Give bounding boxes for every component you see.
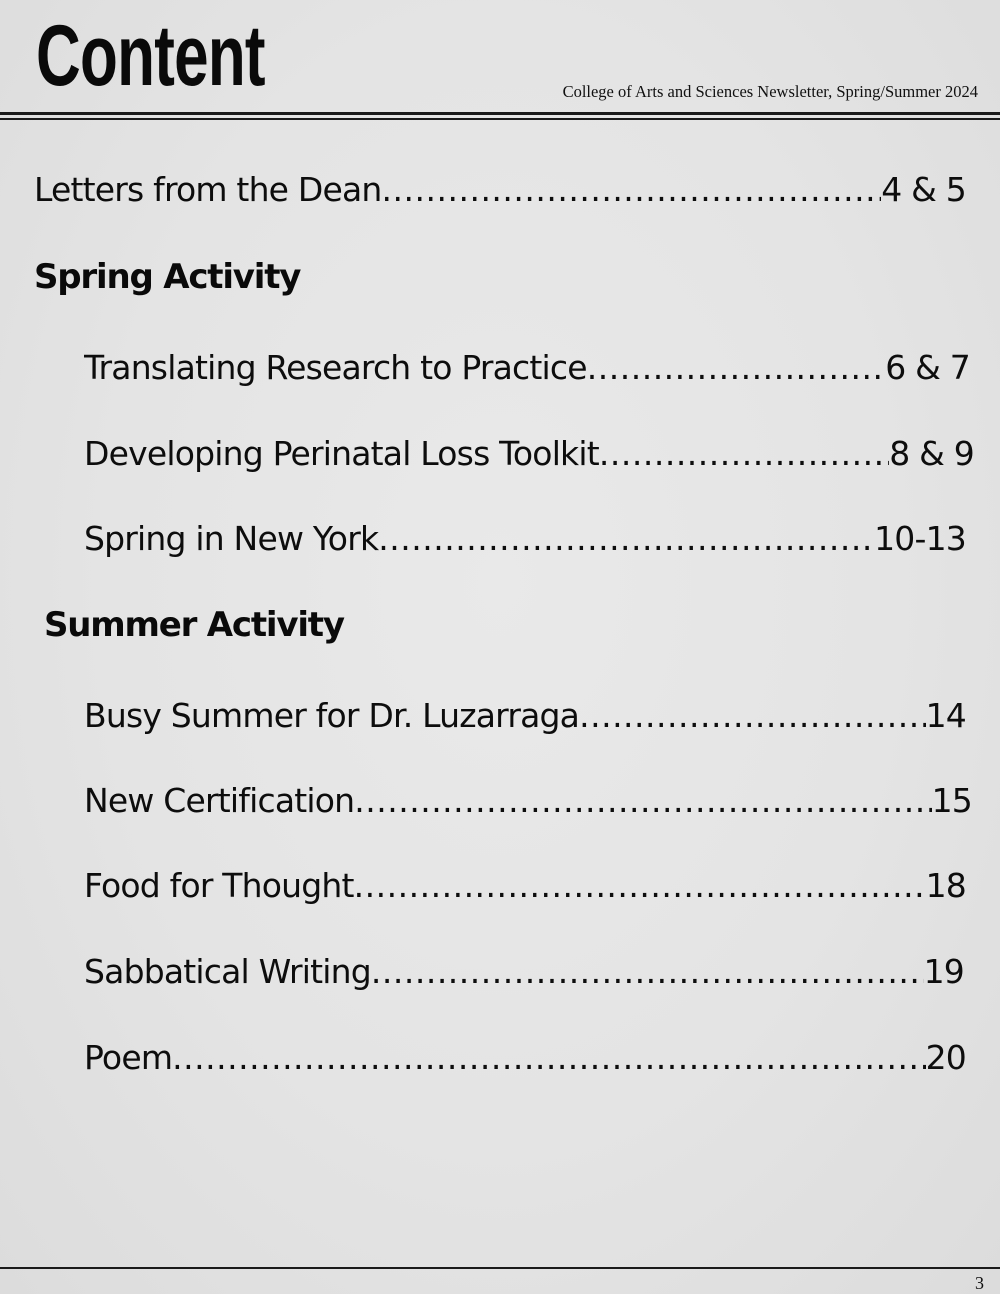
header-rule-thick — [0, 112, 1000, 115]
toc-entry-page: 6 & 7 — [885, 348, 970, 387]
footer-rule — [0, 1267, 1000, 1269]
toc-entry-poem — [84, 1036, 966, 1080]
toc-entry-title: Spring in New York — [84, 519, 379, 558]
toc-entry-letters-from-the-dean — [34, 168, 966, 212]
toc-entry-food-for-thought — [84, 864, 966, 908]
toc-entry-title: Busy Summer for Dr. Luzarraga — [84, 696, 580, 735]
page-number: 3 — [975, 1273, 984, 1293]
toc-entry-page: 10-13 — [874, 519, 966, 558]
toc-entry-translating-research — [84, 346, 970, 390]
toc-entry-page: 18 — [925, 866, 966, 905]
dot-leader — [599, 432, 889, 476]
dot-leader — [172, 1036, 925, 1080]
toc-entry-title: Letters from the Dean — [34, 170, 382, 209]
page-title: Content — [36, 8, 265, 104]
toc-entry-page: 15 — [931, 781, 972, 820]
dot-leader — [587, 346, 886, 390]
header-rule-thin — [0, 118, 1000, 120]
dot-leader — [378, 517, 874, 561]
newsletter-subtitle: College of Arts and Sciences Newsletter, Spring/Summer 2024 — [562, 82, 978, 101]
toc-entry-busy-summer — [84, 694, 966, 738]
section-heading-summer: Summer Activity — [44, 605, 344, 645]
section-heading-spring: Spring Activity — [34, 257, 301, 297]
toc-entry-page: 4 & 5 — [881, 170, 966, 209]
dot-leader — [579, 694, 926, 738]
toc-entry-title: Developing Perinatal Loss Toolkit — [84, 434, 599, 473]
dot-leader — [382, 168, 882, 212]
toc-entry-title: Translating Research to Practice — [84, 348, 587, 387]
dot-leader — [371, 950, 924, 994]
toc-entry-spring-in-new-york — [84, 517, 966, 561]
dot-leader — [354, 779, 931, 823]
toc-entry-page: 14 — [925, 696, 966, 735]
toc-entry-title: Food for Thought — [84, 866, 354, 905]
toc-entry-title: Sabbatical Writing — [84, 952, 371, 991]
toc-entry-perinatal-loss-toolkit — [84, 432, 974, 476]
dot-leader — [354, 864, 926, 908]
toc-entry-new-certification — [84, 779, 972, 823]
toc-entry-sabbatical-writing — [84, 950, 964, 994]
toc-entry-page: 20 — [925, 1038, 966, 1077]
toc-entry-title: Poem — [84, 1038, 173, 1077]
toc-entry-page: 8 & 9 — [889, 434, 974, 473]
toc-entry-page: 19 — [923, 952, 964, 991]
toc-entry-title: New Certification — [84, 781, 355, 820]
